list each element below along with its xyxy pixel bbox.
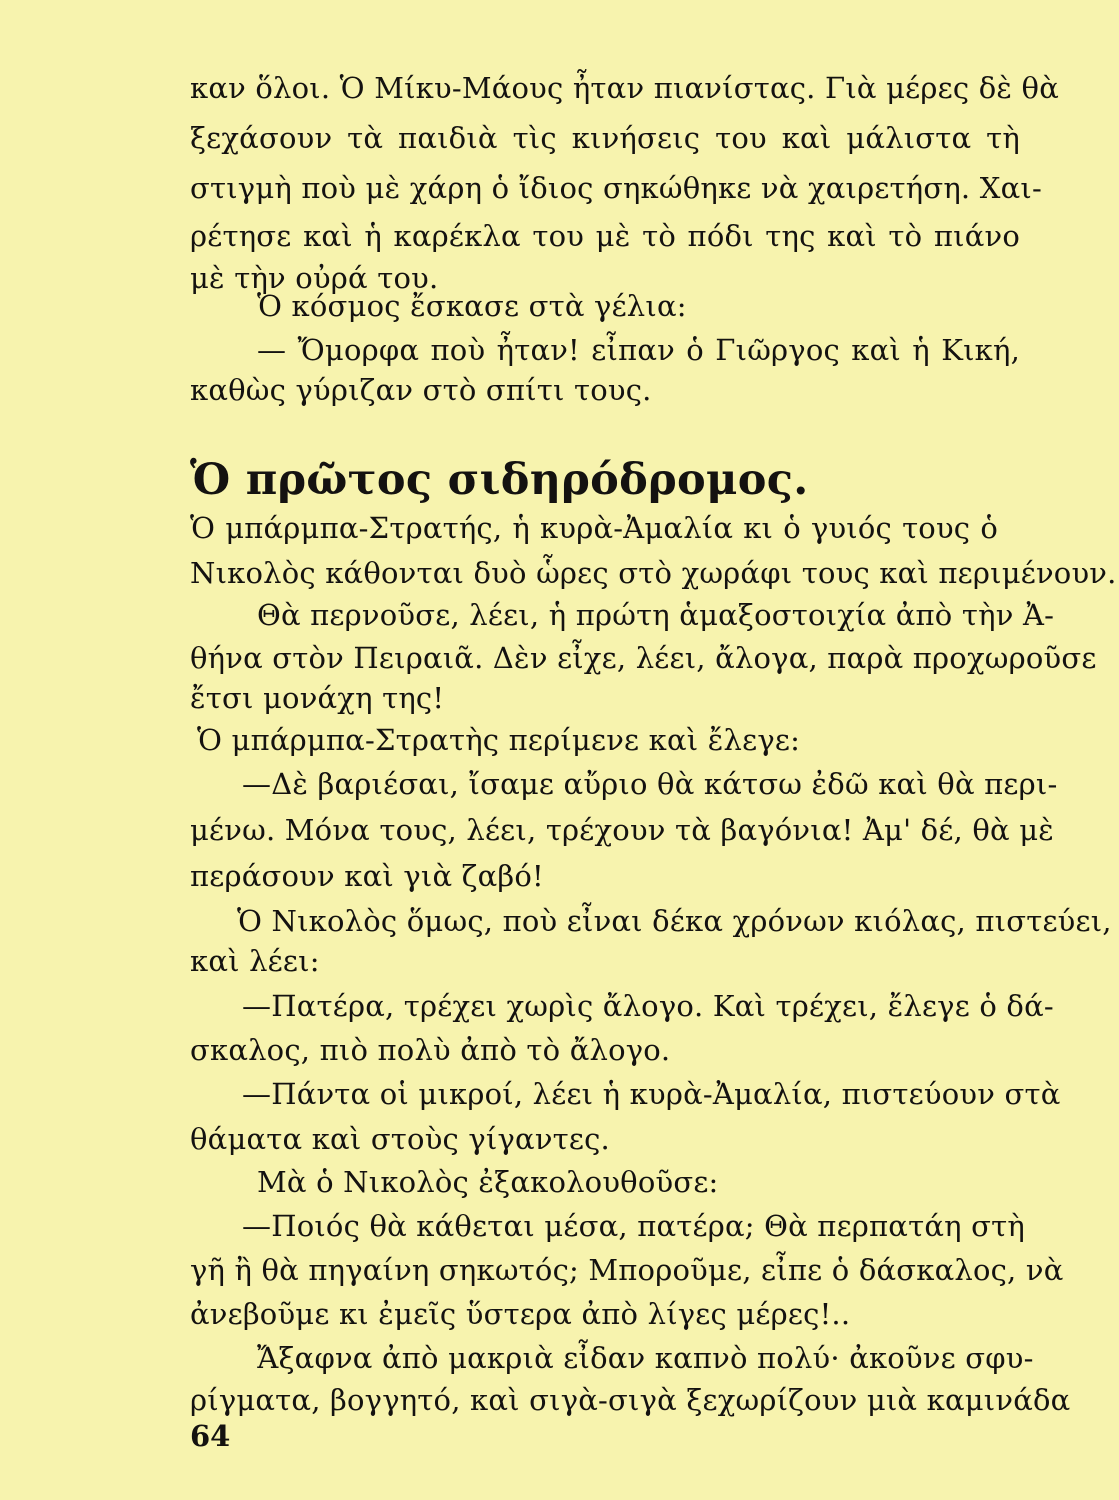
text-line: γῆ ἢ θὰ πηγαίνη σηκωτός; Μποροῦμε, εἶπε ὁ δάσκαλος, νὰ	[190, 1253, 1064, 1287]
text-line: —Δὲ βαριέσαι, ἴσαμε αὔριο θὰ κάτσω ἐδῶ καὶ θὰ περι-	[242, 767, 1058, 801]
text-line: — Ὄμορφα ποὺ ἦταν! εἶπαν ὁ Γιῶργος καὶ ἡ Κική,	[257, 333, 1020, 367]
text-line: θάματα καὶ στοὺς γίγαντες.	[190, 1122, 610, 1156]
text-line: μένω. Μόνα τους, λέει, τρέχουν τὰ βαγόνια! Ἀμ' δέ, θὰ μὲ	[190, 813, 1055, 847]
text-line: στιγμὴ ποὺ μὲ χάρη ὁ ἴδιος σηκώθηκε νὰ χαιρετήση. Χαι-	[190, 171, 1042, 205]
text-line: —Πάντα οἱ μικροί, λέει ἡ κυρὰ-Ἀμαλία, πιστεύουν στὰ	[242, 1077, 1061, 1111]
text-line: Νικολὸς κάθονται δυὸ ὧρες στὸ χωράφι τους καὶ περιμένουν.	[190, 556, 1117, 590]
text-line: —Πατέρα, τρέχει χωρὶς ἄλογο. Καὶ τρέχει, ἔλεγε ὁ δά-	[242, 989, 1054, 1023]
text-line: περάσουν καὶ γιὰ ζαβό!	[190, 859, 544, 893]
text-line: Ὁ κόσμος ἔσκασε στὰ γέλια:	[257, 289, 687, 323]
text-line: ἀνεβοῦμε κι ἐμεῖς ὕστερα ἀπὸ λίγες μέρες!..	[190, 1297, 851, 1331]
text-line: —Ποιός θὰ κάθεται μέσα, πατέρα; Θὰ περπατάη στὴ	[242, 1209, 1025, 1243]
text-line: καθὼς γύριζαν στὸ σπίτι τους.	[190, 373, 652, 407]
text-line: Ὁ μπάρμπα-Στρατής, ἡ κυρὰ-Ἀμαλία κι ὁ γυιός τους ὁ	[190, 511, 998, 545]
text-line: θήνα στὸν Πειραιᾶ. Δὲν εἶχε, λέει, ἄλογα, παρὰ προχωροῦσε	[190, 641, 1097, 675]
text-line: Ἄξαφνα ἀπὸ μακριὰ εἶδαν καπνὸ πολύ· ἀκοῦνε σφυ-	[257, 1341, 1034, 1375]
page-number: 64	[190, 1419, 231, 1453]
text-line: καν ὅλοι. Ὁ Μίκυ-Μάους ἦταν πιανίστας. Γιὰ μέρες δὲ θὰ	[190, 71, 1059, 105]
text-line: Θὰ περνοῦσε, λέει, ἡ πρώτη ἁμαξοστοιχία ἀπὸ τὴν Ἀ-	[257, 598, 1055, 632]
text-line: Μὰ ὁ Νικολὸς ἐξακολουθοῦσε:	[257, 1165, 719, 1199]
text-line: ρίγματα, βογγητό, καὶ σιγὰ-σιγὰ ξεχωρίζουν μιὰ καμινάδα	[190, 1383, 1071, 1417]
text-line: καὶ λέει:	[190, 944, 320, 978]
text-line: Ὁ Νικολὸς ὅμως, ποὺ εἶναι δέκα χρόνων κιόλας, πιστεύει,	[237, 904, 1112, 938]
section-heading: Ὁ πρῶτος σιδηρόδρομος.	[190, 455, 809, 505]
text-line: Ὁ μπάρμπα-Στρατὴς περίμενε καὶ ἔλεγε:	[197, 723, 801, 757]
text-line: ξεχάσουν τὰ παιδιὰ τὶς κινήσεις του καὶ μάλιστα τὴ	[190, 121, 1020, 155]
text-line: μὲ τὴν οὐρά του.	[190, 261, 439, 295]
text-line: σκαλος, πιὸ πολὺ ἀπὸ τὸ ἄλογο.	[190, 1033, 671, 1067]
text-line: ἔτσι μονάχη της!	[190, 681, 445, 715]
text-line: ρέτησε καὶ ἡ καρέκλα του μὲ τὸ πόδι της καὶ τὸ πιάνο	[190, 219, 1020, 253]
